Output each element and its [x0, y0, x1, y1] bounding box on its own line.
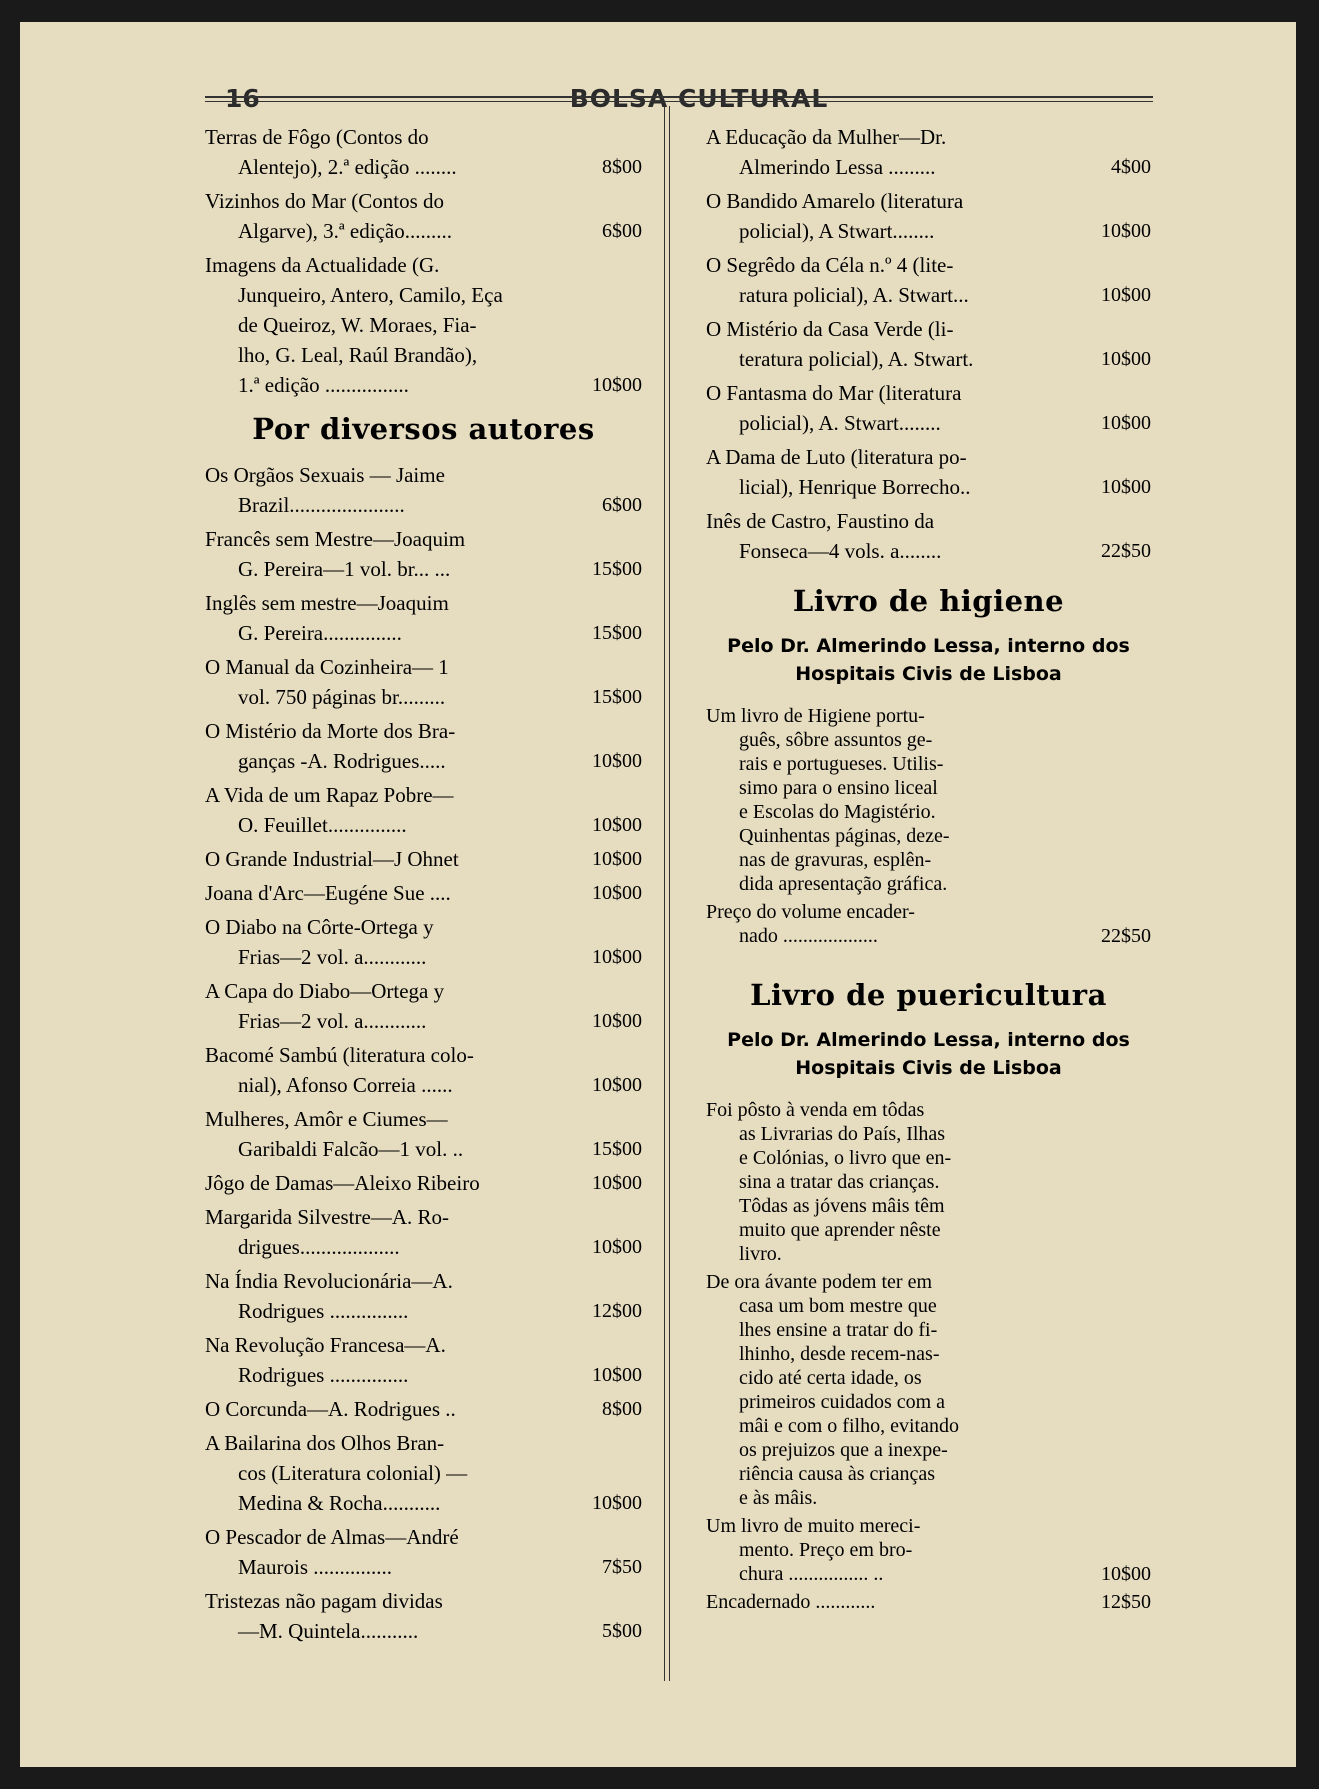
entry-line: nial), Afonso Correia ...... — [238, 1073, 453, 1097]
entry-line: policial), A. Stwart........ — [739, 411, 941, 435]
entry-line: Um livro de muito mereci- — [706, 1515, 921, 1537]
book-price: 10$00 — [592, 374, 642, 396]
book-price: 15$00 — [592, 622, 642, 644]
entry-line: dida apresentação gráfica. — [739, 873, 948, 895]
childcare-price-brochure — [706, 1514, 1151, 1586]
book-price: 10$00 — [592, 848, 642, 870]
entry-line: O Corcunda—A. Rodrigues .. — [205, 1397, 456, 1421]
left-top-entries — [205, 122, 642, 400]
book-price: 10$00 — [592, 882, 642, 904]
entry-line: O Mistério da Morte dos Bra- — [205, 719, 456, 743]
book-price: 12$50 — [1101, 1591, 1151, 1613]
entry-line: muito que aprender nêste — [739, 1219, 941, 1241]
book-entry — [706, 314, 1151, 374]
entry-line: A Vida de um Rapaz Pobre— — [205, 783, 454, 807]
book-entry — [205, 588, 642, 648]
entry-line: guês, sôbre assuntos ge- — [739, 729, 933, 751]
book-price: 10$00 — [592, 1492, 642, 1514]
right-entries — [706, 122, 1151, 566]
entry-line: riência causa às crianças — [739, 1463, 935, 1485]
book-price: 10$00 — [592, 750, 642, 772]
book-entry — [205, 250, 642, 400]
header-rule-thin — [205, 101, 1153, 102]
entry-line: ganças -A. Rodrigues..... — [238, 749, 446, 773]
subheading-line: Hospitais Civis de Lisboa — [795, 1057, 1062, 1079]
book-price: 5$00 — [602, 1620, 642, 1642]
book-entry — [205, 1168, 642, 1198]
book-price: 10$00 — [1101, 412, 1151, 434]
entry-line: Encadernado ............ — [706, 1591, 876, 1613]
entry-line: Mulheres, Amôr e Ciumes— — [205, 1107, 448, 1131]
entry-line: De ora ávante podem ter em — [706, 1271, 933, 1293]
book-price: 10$00 — [1101, 1563, 1151, 1585]
entry-line: Rodrigues ............... — [238, 1363, 409, 1387]
entry-line: Um livro de Higiene portu- — [706, 705, 925, 727]
entry-line: as Livrarias do País, Ilhas — [739, 1123, 946, 1145]
column-divider — [664, 106, 665, 1681]
childcare-subheading — [706, 1026, 1151, 1082]
entry-line: Joana d'Arc—Eugéne Sue .... — [205, 881, 451, 905]
entry-line: O Manual da Cozinheira— 1 — [205, 655, 449, 679]
entry-line: Inglês sem mestre—Joaquim — [205, 591, 449, 615]
entry-line: Fonseca—4 vols. a........ — [739, 539, 942, 563]
book-price: 7$50 — [602, 1556, 642, 1578]
entry-line: Quinhentas páginas, deze- — [739, 825, 950, 847]
hygiene-description — [706, 704, 1151, 896]
header-rule — [205, 96, 1153, 98]
entry-line: A Educação da Mulher—Dr. — [706, 125, 947, 149]
entry-line: ratura policial), A. Stwart... — [739, 283, 969, 307]
left-column — [205, 122, 642, 1650]
childcare-heading: Livro de puericultura — [750, 978, 1107, 1012]
book-entry — [205, 524, 642, 584]
entry-line: Na Índia Revolucionária—A. — [205, 1269, 453, 1293]
subheading-line: Pelo Dr. Almerindo Lessa, interno dos — [727, 635, 1130, 657]
entry-line: de Queiroz, W. Moraes, Fia- — [238, 313, 477, 337]
entry-line: Maurois ............... — [238, 1555, 392, 1579]
entry-line: Bacomé Sambú (literatura colo- — [205, 1043, 474, 1067]
book-entry — [205, 780, 642, 840]
entry-line: Garibaldi Falcão—1 vol. .. — [238, 1137, 464, 1161]
entry-line: O Fantasma do Mar (literatura — [706, 381, 962, 405]
entry-line: A Capa do Diabo—Ortega y — [205, 979, 445, 1003]
book-entry — [205, 652, 642, 712]
childcare-price-bound — [706, 1590, 1151, 1614]
book-entry — [205, 1040, 642, 1100]
entry-line: casa um bom mestre que — [739, 1295, 937, 1317]
entry-line: livro. — [739, 1243, 782, 1265]
book-price: 4$00 — [1111, 156, 1151, 178]
entry-line: chura ................ .. — [739, 1563, 884, 1585]
book-price: 10$00 — [1101, 284, 1151, 306]
book-price: 6$00 — [602, 494, 642, 516]
book-price: 10$00 — [1101, 348, 1151, 370]
childcare-paragraph-2 — [706, 1270, 1151, 1510]
entry-line: cos (Literatura colonial) — — [238, 1461, 468, 1485]
entry-line: lho, G. Leal, Raúl Brandão), — [238, 343, 478, 367]
entry-line: e Colónias, o livro que en- — [739, 1147, 952, 1169]
book-entry — [205, 1428, 642, 1518]
entry-line: Rodrigues ............... — [238, 1299, 409, 1323]
book-entry — [205, 844, 642, 874]
book-price: 15$00 — [592, 558, 642, 580]
entry-line: licial), Henrique Borrecho.. — [739, 475, 971, 499]
book-entry — [205, 1202, 642, 1262]
entry-line: Vizinhos do Mar (Contos do — [205, 189, 445, 213]
book-price: 10$00 — [592, 1074, 642, 1096]
book-entry — [205, 878, 642, 908]
book-price: 6$00 — [602, 220, 642, 242]
book-entry — [205, 186, 642, 246]
book-entry — [205, 1586, 642, 1646]
entry-line: lhinho, desde recem-nas- — [739, 1343, 940, 1365]
book-price: 10$00 — [592, 946, 642, 968]
hygiene-subheading — [706, 632, 1151, 688]
entry-line: cido até certa idade, os — [739, 1367, 922, 1389]
entry-line: sina a tratar das crianças. — [739, 1171, 940, 1193]
book-entry — [205, 1330, 642, 1390]
book-entry — [205, 716, 642, 776]
entry-line: Preço do volume encader- — [706, 901, 915, 923]
entry-line: O. Feuillet............... — [238, 813, 407, 837]
entry-line: rais e portugueses. Utilis- — [739, 753, 944, 775]
book-price: 10$00 — [592, 1364, 642, 1386]
entry-line: O Grande Industrial—J Ohnet — [205, 847, 459, 871]
entry-line: O Pescador de Almas—André — [205, 1525, 459, 1549]
book-price: 10$00 — [592, 1236, 642, 1258]
entry-line: Tristezas não pagam dividas — [205, 1589, 443, 1613]
column-divider-inner — [669, 106, 670, 1681]
entry-line: lhes ensine a tratar do fi- — [739, 1319, 938, 1341]
childcare-paragraph-1 — [706, 1098, 1151, 1266]
entry-line: Algarve), 3.ª edição......... — [238, 219, 452, 243]
subheading-line: Hospitais Civis de Lisboa — [795, 663, 1062, 685]
entry-line: Margarida Silvestre—A. Ro- — [205, 1205, 449, 1229]
right-column — [706, 122, 1151, 1618]
entry-line: O Diabo na Côrte-Ortega y — [205, 915, 434, 939]
book-entry — [205, 1266, 642, 1326]
book-price: 10$00 — [1101, 220, 1151, 242]
book-price: 10$00 — [1101, 476, 1151, 498]
entry-line: os prejuizos que a inexpe- — [739, 1439, 948, 1461]
entry-line: Imagens da Actualidade (G. — [205, 253, 440, 277]
book-entry — [706, 250, 1151, 310]
entry-line: drigues................... — [238, 1235, 400, 1259]
book-price: 22$50 — [1101, 925, 1151, 947]
entry-line: O Segrêdo da Céla n.º 4 (lite- — [706, 253, 954, 277]
entry-line: policial), A Stwart........ — [739, 219, 935, 243]
entry-line: G. Pereira............... — [238, 621, 402, 645]
entry-line: —M. Quintela........... — [238, 1619, 419, 1643]
book-entry — [205, 460, 642, 520]
book-entry — [706, 122, 1151, 182]
book-entry — [205, 1522, 642, 1582]
entry-line: Jôgo de Damas—Aleixo Ribeiro — [205, 1171, 480, 1195]
entry-line: vol. 750 páginas br......... — [238, 685, 446, 709]
entry-line: mâi e com o filho, evitando — [739, 1415, 959, 1437]
book-entry — [205, 1104, 642, 1164]
book-price: 22$50 — [1101, 540, 1151, 562]
entry-line: nado ................... — [739, 925, 878, 947]
entry-line: Frias—2 vol. a............ — [238, 945, 427, 969]
hygiene-price-entry — [706, 900, 1151, 948]
book-entry — [205, 122, 642, 182]
entry-line: Almerindo Lessa ......... — [739, 155, 936, 179]
entry-line: Brazil...................... — [238, 493, 405, 517]
book-entry — [706, 186, 1151, 246]
entry-line: nas de gravuras, esplên- — [739, 849, 932, 871]
hygiene-heading: Livro de higiene — [792, 584, 1065, 618]
entry-line: A Dama de Luto (literatura po- — [706, 445, 967, 469]
section-heading-diversos-autores: Por diversos autores — [252, 412, 595, 446]
book-price: 8$00 — [602, 156, 642, 178]
entry-line: mento. Preço em bro- — [739, 1539, 913, 1561]
entry-line: Foi pôsto à venda em tôdas — [706, 1099, 925, 1121]
book-price: 15$00 — [592, 686, 642, 708]
book-price: 10$00 — [592, 814, 642, 836]
entry-line: A Bailarina dos Olhos Bran- — [205, 1431, 445, 1455]
entry-line: Terras de Fôgo (Contos do — [205, 125, 429, 149]
book-entry — [205, 976, 642, 1036]
entry-line: Alentejo), 2.ª edição ........ — [238, 155, 457, 179]
subheading-line: Pelo Dr. Almerindo Lessa, interno dos — [727, 1029, 1130, 1051]
entry-line: Medina & Rocha........... — [238, 1491, 441, 1515]
entry-line: e às mâis. — [739, 1487, 818, 1509]
book-entry — [706, 442, 1151, 502]
entry-line: teratura policial), A. Stwart. — [739, 347, 974, 371]
entry-line: Inês de Castro, Faustino da — [706, 509, 935, 533]
book-price: 8$00 — [602, 1398, 642, 1420]
page-title: BOLSA CULTURAL — [569, 84, 829, 113]
entry-line: Na Revolução Francesa—A. — [205, 1333, 446, 1357]
entry-line: 1.ª edição ................ — [238, 373, 409, 397]
left-entries — [205, 460, 642, 1646]
book-price: 15$00 — [592, 1138, 642, 1160]
book-entry — [706, 506, 1151, 566]
book-price: 12$00 — [592, 1300, 642, 1322]
entry-line: Junqueiro, Antero, Camilo, Eça — [238, 283, 503, 307]
entry-line: Frias—2 vol. a............ — [238, 1009, 427, 1033]
book-price: 10$00 — [592, 1010, 642, 1032]
book-entry — [205, 912, 642, 972]
book-price: 10$00 — [592, 1172, 642, 1194]
entry-line: O Bandido Amarelo (literatura — [706, 189, 964, 213]
entry-line: e Escolas do Magistério. — [739, 801, 936, 823]
entry-line: simo para o ensino liceal — [739, 777, 938, 799]
entry-line: Francês sem Mestre—Joaquim — [205, 527, 466, 551]
book-entry — [205, 1394, 642, 1424]
entry-line: primeiros cuidados com a — [739, 1391, 946, 1413]
entry-line: Os Orgãos Sexuais — Jaime — [205, 463, 445, 487]
entry-line: G. Pereira—1 vol. br... ... — [238, 557, 451, 581]
book-entry — [706, 378, 1151, 438]
page-number: 16 — [225, 84, 260, 113]
entry-line: Tôdas as jóvens mâis têm — [739, 1195, 945, 1217]
entry-line: O Mistério da Casa Verde (li- — [706, 317, 954, 341]
